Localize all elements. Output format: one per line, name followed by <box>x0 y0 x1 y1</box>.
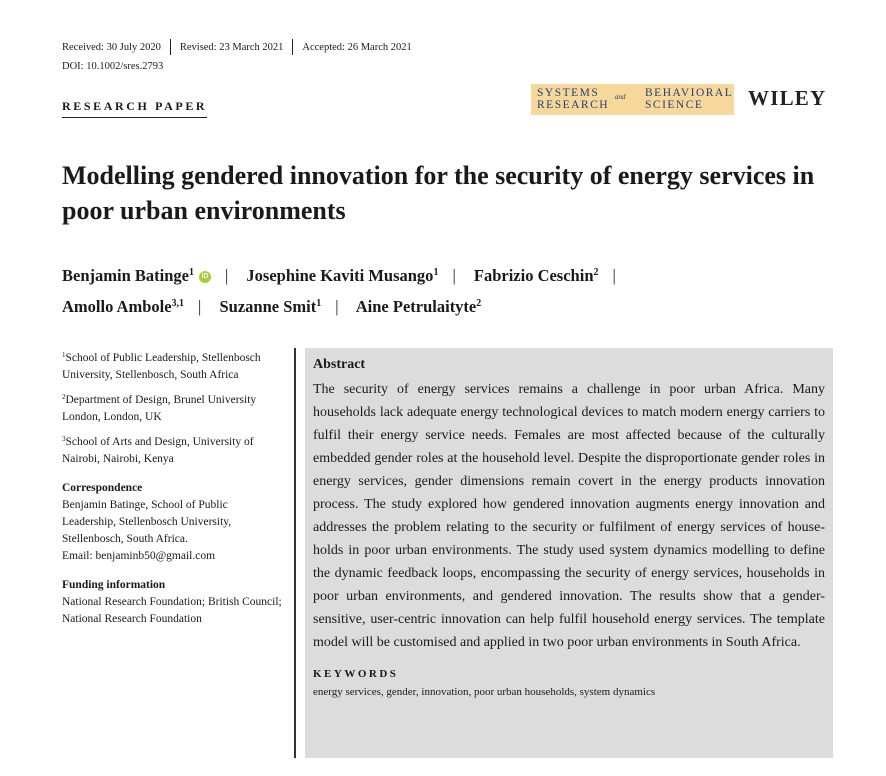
column-divider <box>294 348 296 758</box>
date-divider <box>170 39 171 55</box>
publication-dates <box>62 39 412 55</box>
author-separator: | <box>335 297 339 316</box>
keywords-text: energy services, gender, innovation, poor urban households, system dynamics <box>313 686 656 698</box>
author-separator: | <box>612 266 616 285</box>
orcid-icon[interactable]: iD <box>199 271 211 283</box>
affiliation: $^2$Department of Design, Brunel University London, London, UK <box>62 393 257 423</box>
author-separator: | <box>224 266 229 285</box>
author[interactable]: Suzanne Smit$^1$ <box>219 297 322 316</box>
author[interactable]: Fabrizio Ceschin$^2$ <box>473 266 599 285</box>
abstract-text: The security of energy services remains a challenge in poor urban Africa. Many households lack adequate energy technological devices to match modern energy carriers to fulfil their energy service needs. Females are most affected because of the culturally embedded gender roles at the household level. Despite the disproportionate gender roles in energy services, gender dimensions remain covert in the energy products innovation process. The study explored how gendered innovation augments energy innovation and addresses the problem relating to the security or fulfilment of energy services of households in poor urban environments. The study used system dynamics modelling to define the dynamic feedback loops, encompassing the security of energy services, households in poor urban environments, and gendered innovation. The results show that a gender-sensitive, user-centric innovation can help fulfil household energy services. The template model will be customised and applied in two poor urban environments in South Africa. <box>313 382 825 650</box>
publisher-logo: WILEY <box>748 86 827 110</box>
date-divider <box>292 39 293 55</box>
correspondence-email[interactable]: Email: benjaminb50@gmail.com <box>62 550 216 562</box>
doi[interactable]: DOI: 10.1002/sres.2793 <box>62 61 164 72</box>
abstract-box <box>305 348 833 758</box>
correspondence-heading: Correspondence <box>62 482 143 494</box>
keywords-heading: KEYWORDS <box>313 668 399 680</box>
author[interactable]: Josephine Kaviti Musango$^1$ <box>246 266 439 285</box>
author-list <box>62 259 852 321</box>
accepted-date: Accepted: 26 March 2021 <box>302 41 412 53</box>
author-separator: | <box>198 297 202 316</box>
article-title: Modelling gendered innovation for the security of energy services in poor urban environments <box>62 161 815 225</box>
author[interactable]: Aine Petrulaityte$^2$ <box>355 297 482 316</box>
author[interactable]: Amollo Ambole$^{3,1}$ <box>62 297 185 316</box>
funding-text: National Research Foundation; British Council; National Research Foundation <box>62 596 282 625</box>
author-separator: | <box>452 266 456 285</box>
article-sidebar <box>62 347 284 628</box>
funding-heading: Funding information <box>62 579 166 591</box>
journal-logo-and: and <box>615 93 626 101</box>
affiliation: $^1$School of Public Leadership, Stellenbosch University, Stellenbosch, South Africa <box>62 351 261 381</box>
paper-type-label: RESEARCH PAPER <box>62 99 207 118</box>
correspondence-text: Benjamin Batinge, School of Public Leadership, Stellenbosch University, Stellenbosch, South Africa. <box>62 499 232 545</box>
abstract-heading: Abstract <box>313 357 366 372</box>
journal-logo: SYSTEMS BEHAVIORAL and RESEARCH SCIENCE <box>531 84 734 115</box>
author[interactable]: Benjamin Batinge$^1$ iD <box>62 266 211 285</box>
received-date: Received: 30 July 2020 <box>62 41 161 53</box>
revised-date: Revised: 23 March 2021 <box>179 41 284 53</box>
affiliation: $^3$School of Arts and Design, University of Nairobi, Nairobi, Kenya <box>62 435 254 465</box>
